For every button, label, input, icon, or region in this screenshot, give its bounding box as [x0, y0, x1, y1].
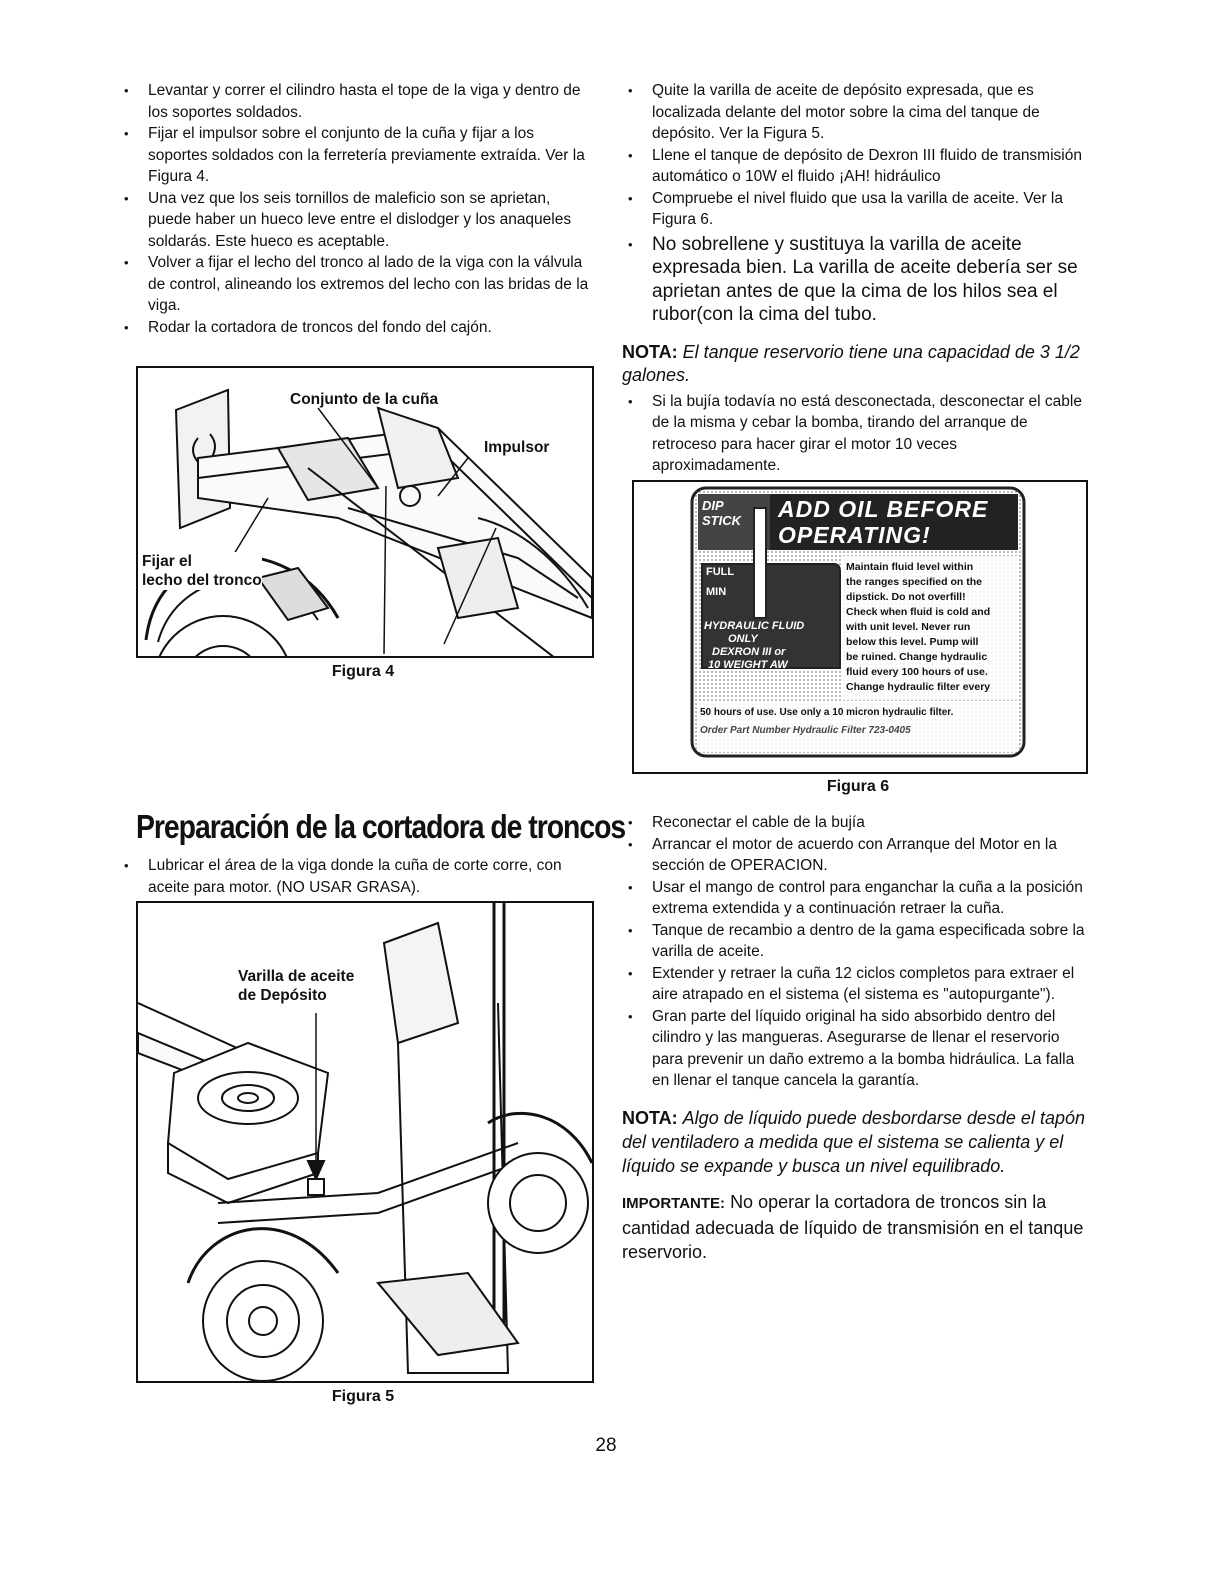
label-fijar-lecho [142, 552, 262, 590]
figure-5-caption: Figura 5 [331, 1388, 395, 1405]
left-section-bullets-wrap [118, 855, 594, 898]
importante [622, 1190, 1088, 1264]
right-column [622, 80, 1088, 477]
importante-label: IMPORTANTE: [622, 1194, 726, 1212]
list-item: • Si la bujía todavía no está desconectada, desconectar el cable de la misma y cebar la bomba, tirando del arranque de retroceso para hacer girar el motor 10 veces aproximadamente. [622, 391, 1088, 477]
decal-full-label: FULL [706, 566, 735, 578]
label-varilla-line1: Varilla de aceite [238, 968, 355, 985]
decal-instructions [846, 560, 1016, 695]
list-item: • Tanque de recambio a dentro de la gama especificada sobre la varilla de aceite. [622, 920, 1088, 963]
figure-4 [136, 366, 594, 658]
decal-fluid-label [704, 620, 804, 672]
decal-line: the ranges specified on the [846, 576, 982, 588]
right-top-bullets [622, 80, 1088, 231]
nota-1-label: NOTA: [622, 341, 678, 362]
decal-dip-line2: STICK [702, 513, 741, 528]
figure-6 [632, 480, 1088, 774]
list-item: • Reconectar el cable de la bujía [622, 812, 1088, 834]
figure-6-caption: Figura 6 [826, 778, 890, 795]
nota-1 [622, 341, 1088, 387]
decal-dip-line1: DIP [702, 498, 724, 513]
page-number: 28 [595, 1435, 617, 1456]
nota-2-text: Algo de líquido puede desbordarse desde el tapón del ventiladero a medida que el sistema se calienta y el líquido se expande y busca un nivel equilibrado. [622, 1107, 1085, 1176]
decal-line: Check when fluid is cold and [846, 606, 991, 618]
decal-dipstick [754, 508, 766, 618]
right-after-bullets [622, 812, 1088, 1092]
nota-2 [622, 1106, 1088, 1178]
decal-title-line2: OPERATING! [778, 522, 931, 548]
figure-4-caption: Figura 4 [331, 663, 395, 680]
decal-line: be ruined. Change hydraulic [846, 651, 988, 663]
left-column [118, 80, 594, 338]
decal-dip-label [702, 498, 741, 528]
label-varilla-aceite [238, 967, 354, 1005]
section-heading: Preparación de la cortadora de troncos [136, 808, 626, 845]
figure-5 [136, 901, 594, 1383]
importante-text: No operar la cortadora de troncos sin la cantidad adecuada de líquido de transmisión en el tanque reservorio. [622, 1191, 1084, 1262]
list-item: • Volver a fijar el lecho del tronco al lado de la viga con la válvula de control, alineando los extremos del lecho con las bridas de la viga. [118, 252, 594, 317]
list-item: • Arrancar el motor de acuerdo con Arranque del Motor en la sección de OPERACION. [622, 834, 1088, 877]
list-item: • Llene el tanque de depósito de Dexron III fluido de transmisión automático o 10W el fluido ¡AH! hidráulico [622, 145, 1088, 188]
decal-fluid-line3: DEXRON III or [712, 646, 786, 658]
decal-line: Change hydraulic filter every [846, 681, 991, 693]
label-varilla-line2: de Depósito [238, 987, 327, 1004]
figure-5-illustration [138, 903, 592, 1381]
label-conjunto-cuna: Conjunto de la cuña [290, 391, 439, 408]
label-impulsor: Impulsor [484, 439, 550, 456]
decal-bottom-line2: Order Part Number Hydraulic Filter 723-0405 [700, 725, 911, 736]
decal-title-line1: ADD OIL BEFORE [778, 496, 989, 522]
left-top-bullets [118, 80, 594, 338]
right-lower-column [622, 812, 1088, 1264]
nota-2-label: NOTA: [622, 1107, 678, 1128]
label-fijar-line2: lecho del tronco [142, 572, 262, 589]
right-large-bullet [622, 233, 1088, 327]
decal-line: with unit level. Never run [846, 621, 971, 633]
decal-line: below this level. Pump will [846, 636, 979, 648]
decal-min-label: MIN [706, 586, 727, 598]
list-item: • Extender y retraer la cuña 12 ciclos completos para extraer el aire atrapado en el sistema (el sistema es "autopurgante"). [622, 963, 1088, 1006]
decal-line: dipstick. Do not overfill! [846, 591, 966, 603]
list-item: • Compruebe el nivel fluido que usa la varilla de aceite. Ver la Figura 6. [622, 188, 1088, 231]
figure-4-illustration [138, 368, 592, 656]
list-item: • Rodar la cortadora de troncos del fondo del cajón. [118, 317, 594, 339]
decal-bottom-line1: 50 hours of use. Use only a 10 micron hydraulic filter. [700, 707, 954, 718]
decal-fluid-line1: HYDRAULIC FLUID [704, 620, 805, 632]
decal-line: fluid every 100 hours of use. [846, 666, 988, 678]
list-item: • Lubricar el área de la viga donde la cuña de corte corre, con aceite para motor. (NO USAR GRASA). [118, 855, 594, 898]
decal-fluid-line4: 10 WEIGHT AW [708, 659, 788, 671]
decal-line: Maintain fluid level within [846, 561, 974, 573]
decal-fluid-line2: ONLY [728, 633, 758, 645]
nota-1-text: El tanque reservorio tiene una capacidad de 3 1/2 galones. [622, 341, 1080, 385]
list-item: • Una vez que los seis tornillos de maleficio son se aprietan, puede haber un hueco leve entre el dislodger y los anaqueles soldarás. Este hueco es aceptable. [118, 188, 594, 253]
list-item: • Fijar el impulsor sobre el conjunto de la cuña y fijar a los soportes soldados con la ferretería previamente extraída. Ver la Figura 4. [118, 123, 594, 188]
decal-title [778, 496, 988, 548]
left-section-bullets [118, 855, 594, 898]
label-fijar-line1: Fijar el [142, 553, 192, 570]
list-item: • Usar el mango de control para enganchar la cuña a la posición extrema extendida y a continuación retraer la cuña. [622, 877, 1088, 920]
right-bujia-bullet [622, 391, 1088, 477]
list-item: • No sobrellene y sustituya la varilla de aceite expresada bien. La varilla de aceite debería ser se aprietan antes de que la cima de los hilos sea el rubor(con la cima del tubo. [622, 233, 1088, 327]
list-item: • Quite la varilla de aceite de depósito expresada, que es localizada delante del motor sobre la cima del tanque de depósito. Ver la Figura 5. [622, 80, 1088, 145]
list-item: • Gran parte del líquido original ha sido absorbido dentro del cilindro y las mangueras. Asegurarse de llenar el reservorio para prevenir un daño extremo a la bomba hidráulica. La falla en llenar el tanque cancela la garantía. [622, 1006, 1088, 1092]
list-item: • Levantar y correr el cilindro hasta el tope de la viga y dentro de los soportes soldados. [118, 80, 594, 123]
